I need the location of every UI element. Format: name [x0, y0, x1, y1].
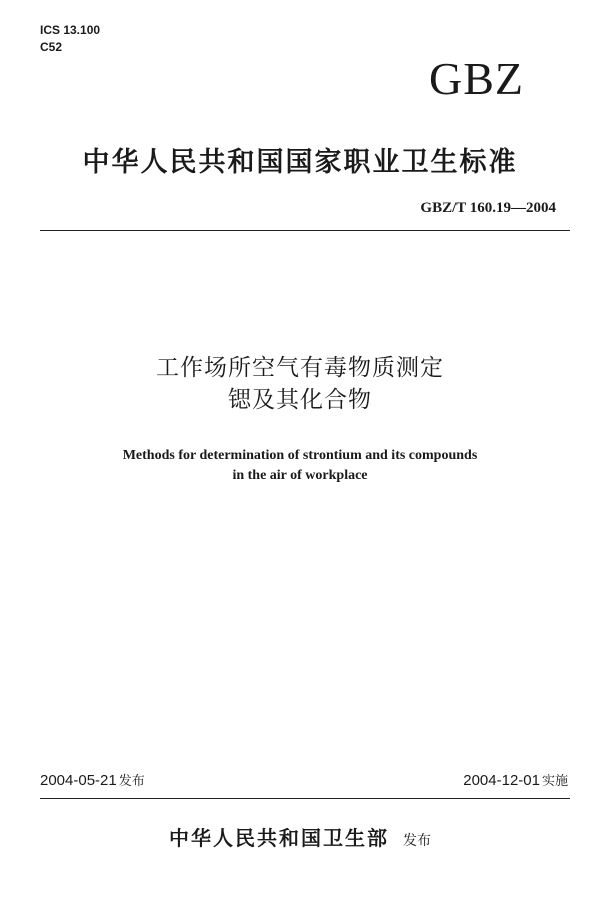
document-title-english [0, 446, 600, 486]
title-en-line-1: Methods for determination of strontium and its compounds [122, 448, 478, 463]
document-title-chinese [0, 352, 600, 416]
implement-label: 实施 [541, 774, 568, 789]
publish-date-block [40, 770, 145, 789]
issuer-action: 发布 [403, 833, 431, 849]
title-cn-line-1: 工作场所空气有毒物质测定 [156, 355, 444, 381]
ccs-code: C52 [40, 40, 63, 54]
issuer-name: 中华人民共和国卫生部 [169, 826, 389, 850]
top-divider [40, 230, 570, 231]
gbz-logo: GBZ [429, 53, 524, 104]
bottom-divider [40, 798, 570, 799]
ics-code: ICS 13.100 [40, 23, 101, 37]
implement-date: 2004-12-01 [463, 772, 540, 789]
standard-number: GBZ/T 160.19—2004 [420, 200, 556, 216]
title-en-line-2: in the air of workplace [232, 468, 368, 483]
publish-label: 发布 [118, 774, 145, 789]
standard-title: 中华人民共和国国家职业卫生标准 [82, 147, 518, 178]
publish-date: 2004-05-21 [40, 772, 117, 789]
issuer-block [0, 822, 600, 851]
title-cn-line-2: 锶及其化合物 [228, 387, 372, 413]
classification-codes [40, 22, 100, 56]
implement-date-block [463, 770, 568, 789]
